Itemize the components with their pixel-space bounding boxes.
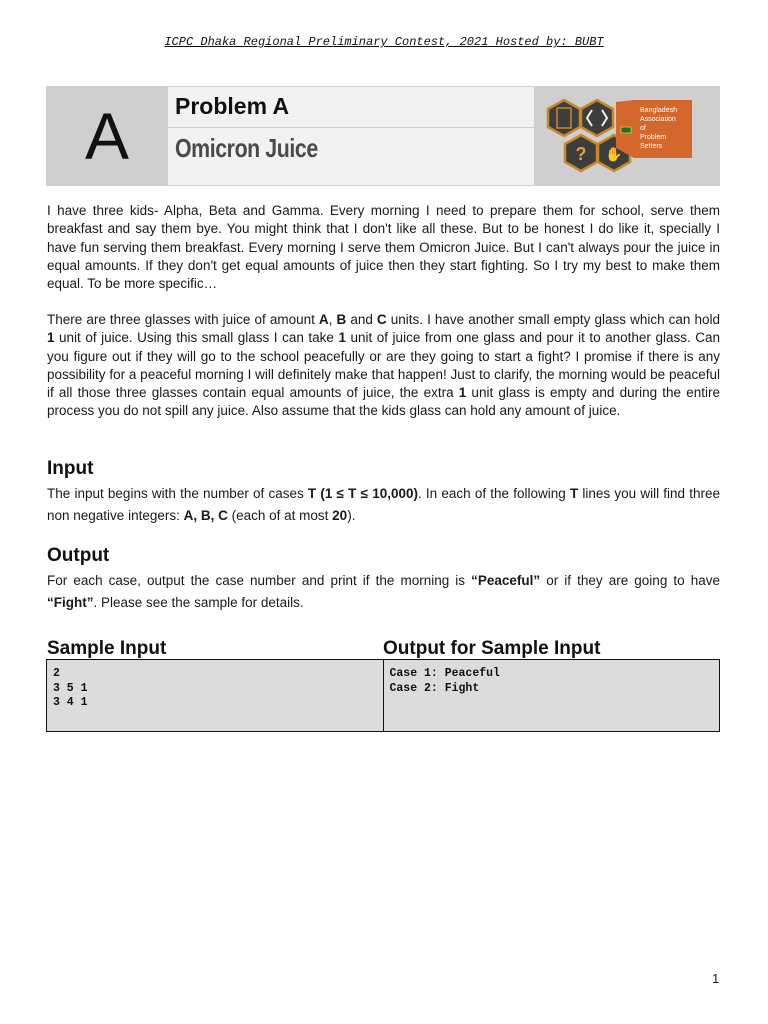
logo-text-4: Problem xyxy=(640,134,667,141)
problem-letter: A xyxy=(84,99,130,173)
output-heading: Output xyxy=(47,545,110,566)
code-hex xyxy=(581,100,613,136)
logo-text-3: of xyxy=(640,125,646,132)
input-heading: Input xyxy=(47,458,94,479)
flag-icon xyxy=(621,127,631,133)
sample-output-heading: Output for Sample Input xyxy=(383,638,601,659)
title-divider xyxy=(168,127,534,128)
sample-output-block: Case 1: Peaceful Case 2: Fight xyxy=(389,667,500,695)
page-number: 1 xyxy=(712,971,720,986)
logo-text-5: Setters xyxy=(640,143,663,150)
contest-header: ICPC Dhaka Regional Preliminary Contest, 2021 Hosted by: BUBT xyxy=(164,35,604,49)
input-description: The input begins with the number of cases T (1 ≤ T ≤ 10,000). In each of the following T lines you will find three non negative integers: A, B, C (each of at most 20). xyxy=(47,486,720,523)
problem-banner xyxy=(46,86,720,186)
output-description: For each case, output the case number and print if the morning is “Peaceful” or if they are going to have “Fight”. Please see the sample for details. xyxy=(47,573,720,610)
question-icon: ? xyxy=(575,144,587,164)
logo-text-1: Bangladesh xyxy=(640,107,677,114)
statement-paragraph-2: There are three glasses with juice of amount A, B and C units. I have another small empty glass which can hold 1 unit of juice. Using this small glass I can take 1 unit of juice from one glass and pour it to another glass. Can you figure out if they will go to the school peacefully or are they going to start a fight? I promise if there is any possibility for a peaceful morning I will definitely make that happen! Just to clarify, the morning would be peaceful if all those three glasses contain equal amounts of juice, the extra 1 unit glass is empty and during the entire process you do not spill any juice. Also assume that the kids glass can hold any amount of juice. xyxy=(47,312,721,419)
calculator-hex xyxy=(548,100,580,136)
thumbs-up-icon: ✋ xyxy=(605,147,623,163)
problem-name: Omicron Juice xyxy=(175,133,318,163)
sample-table xyxy=(46,659,720,732)
bapsp-logo xyxy=(542,98,700,174)
logo-text-2: Association xyxy=(640,116,676,123)
sample-input-heading: Sample Input xyxy=(47,638,167,659)
statement-paragraph-1: I have three kids- Alpha, Beta and Gamma. Every morning I need to prepare them for school, serve them breakfast and say them bye. You might think that I don't like all these. But to be honest I do like it, specially I have fun serving them breakfast. Every morning I serve them Omicron Juice. But I can't always pour the juice in equal amounts. If they don't get equal amounts of juice then they start fighting. So I try my best to make them equal. To be more specific… xyxy=(47,203,720,292)
problem-label: Problem A xyxy=(175,93,290,119)
sample-input-block: 2 3 5 1 3 4 1 xyxy=(47,660,384,731)
title-box xyxy=(168,87,534,185)
